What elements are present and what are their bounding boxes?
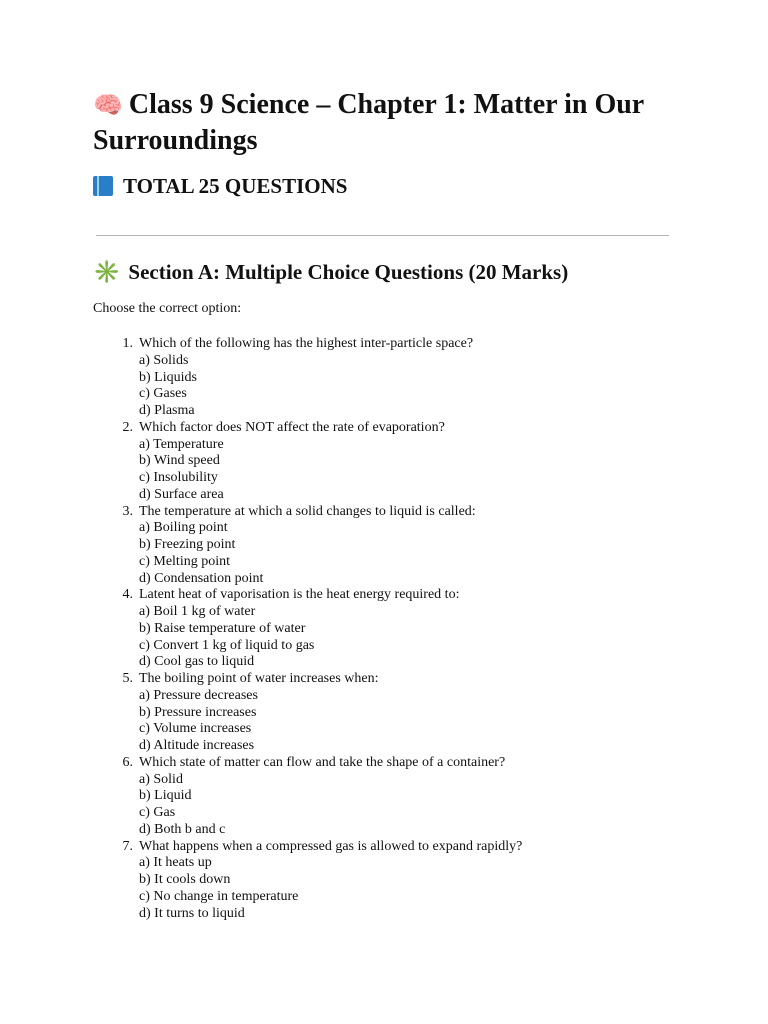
question-text: The boiling point of water increases when: xyxy=(139,671,379,686)
answer-option: c) No change in temperature xyxy=(139,888,299,904)
question-list xyxy=(93,336,693,922)
answer-option: d) Altitude increases xyxy=(139,738,255,753)
answer-option: c) Gases xyxy=(139,386,187,402)
answer-option: a) Solids xyxy=(139,352,189,368)
answer-option: d) Surface area xyxy=(139,486,224,502)
answer-option: c) Melting point xyxy=(139,553,230,569)
question-number: 5. xyxy=(122,671,133,686)
answer-option: b) Liquid xyxy=(139,788,192,804)
document-title xyxy=(93,87,693,159)
answer-option: c) Insolubility xyxy=(139,470,218,485)
question-number: 6. xyxy=(122,754,133,770)
question-text: Which of the following has the highest inter-particle space? xyxy=(139,336,474,351)
question-number: 4. xyxy=(122,587,133,603)
question-item xyxy=(93,587,693,671)
question-number: 1. xyxy=(122,336,133,351)
question-number: 7. xyxy=(122,838,133,854)
document-title-text: Class 9 Science – Chapter 1: Matter in Our Surroundings xyxy=(93,89,644,156)
answer-option: a) Boil 1 kg of water xyxy=(139,604,256,619)
question-item xyxy=(93,755,693,839)
question-text: Latent heat of vaporisation is the heat energy required to: xyxy=(139,587,460,603)
answer-option: a) Boiling point xyxy=(139,520,228,536)
answer-option: b) Liquids xyxy=(139,369,197,385)
sparkle-icon: ✳️ xyxy=(93,260,121,285)
answer-option: a) Temperature xyxy=(139,436,224,452)
horizontal-divider xyxy=(96,235,669,236)
answer-option: b) Wind speed xyxy=(139,453,220,469)
total-questions-text: TOTAL 25 QUESTIONS xyxy=(123,174,348,198)
question-number: 3. xyxy=(122,503,133,519)
answer-option: b) Freezing point xyxy=(139,537,236,552)
answer-option: d) Condensation point xyxy=(139,570,264,586)
instruction-text: Choose the correct option: xyxy=(93,301,242,316)
question-text: What happens when a compressed gas is allowed to expand rapidly? xyxy=(139,838,523,854)
total-questions-heading xyxy=(93,172,347,200)
question-item xyxy=(93,839,693,923)
section-a-title: Section A: Multiple Choice Questions (20 Marks) xyxy=(128,260,569,284)
answer-option: d) Both b and c xyxy=(139,821,226,837)
question-text: Which state of matter can flow and take the shape of a container? xyxy=(139,754,506,770)
answer-option: b) It cools down xyxy=(139,872,231,887)
answer-option: b) Pressure increases xyxy=(139,704,257,720)
blue-book-icon xyxy=(93,176,113,196)
answer-option: b) Raise temperature of water xyxy=(139,620,306,636)
answer-option: d) Plasma xyxy=(139,403,195,418)
question-number: 2. xyxy=(122,419,133,435)
answer-option: a) Solid xyxy=(139,771,183,787)
answer-option: d) It turns to liquid xyxy=(139,905,245,921)
answer-option: a) Pressure decreases xyxy=(139,687,258,703)
answer-option: c) Gas xyxy=(139,805,176,820)
answer-option: c) Convert 1 kg of liquid to gas xyxy=(139,637,315,653)
question-item xyxy=(93,336,693,420)
answer-option: a) It heats up xyxy=(139,855,212,871)
question-item xyxy=(93,671,693,755)
question-item xyxy=(93,504,693,588)
question-text: The temperature at which a solid changes to liquid is called: xyxy=(139,503,476,519)
section-a-heading xyxy=(93,258,568,287)
answer-option: d) Cool gas to liquid xyxy=(139,654,255,670)
brain-icon: 🧠 xyxy=(93,91,123,119)
question-text: Which factor does NOT affect the rate of evaporation? xyxy=(139,419,445,435)
question-item xyxy=(93,420,693,504)
answer-option: c) Volume increases xyxy=(139,721,252,737)
